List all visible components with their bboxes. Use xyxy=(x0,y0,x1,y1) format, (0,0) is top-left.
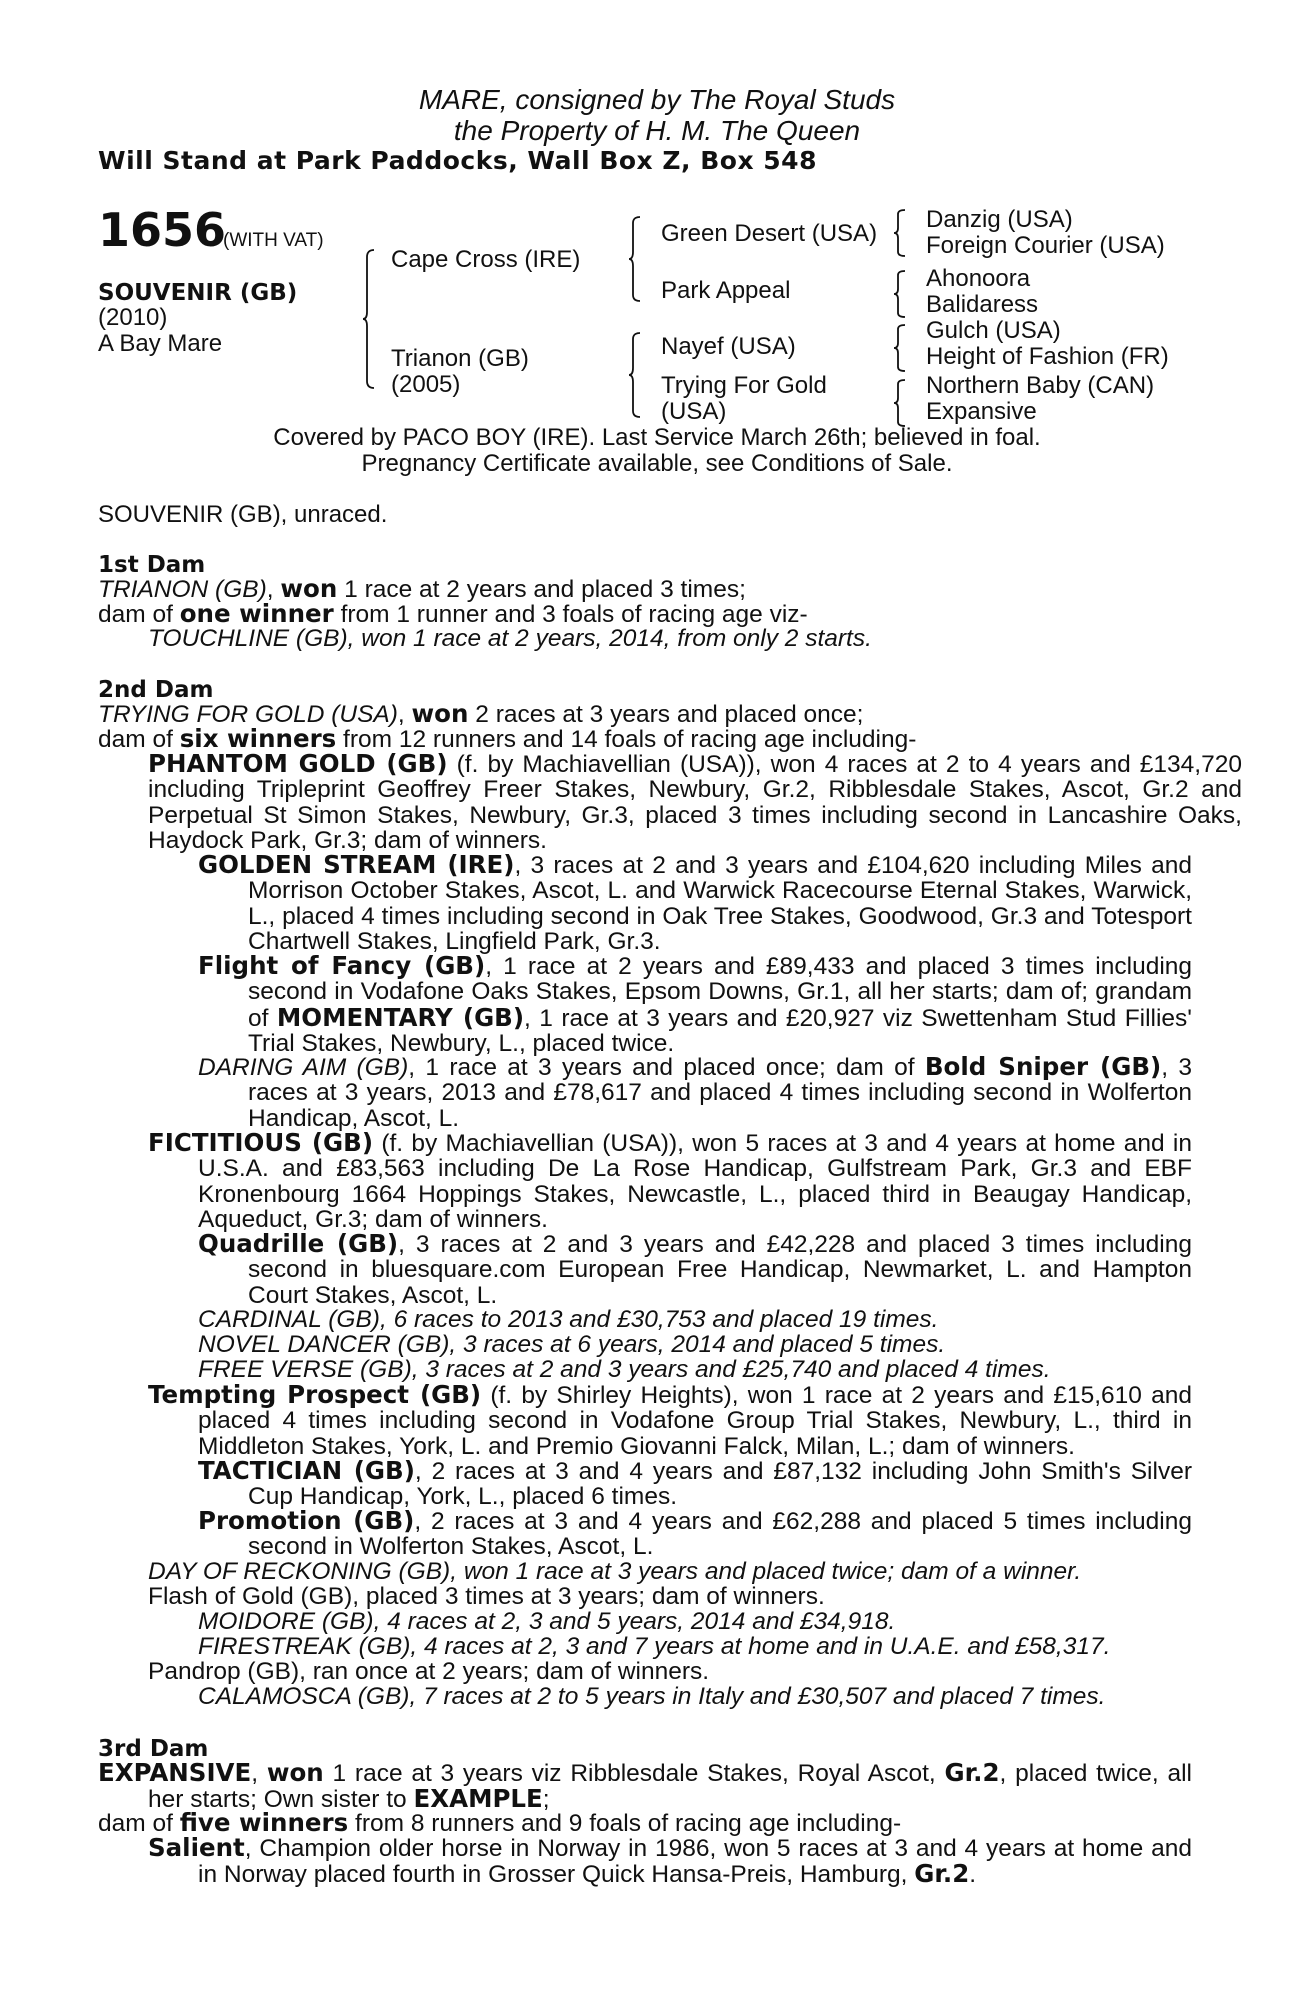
pedigree-brace-sd xyxy=(893,269,907,319)
progeny-flight-of-fancy: Flight of Fancy (GB), 1 race at 2 years and £89,433 and placed 3 times including second in Vodafone Oaks Stakes, Epsom Downs, Gr.1, all her starts; dam of; grandam of MOMENTARY (GB), 1 race at 3 years and £20,927 viz Swettenham Stud Fillies' Trial Stakes, Newbury, L., placed twice. xyxy=(198,951,1193,1057)
third-dam-record: EXPANSIVE, won 1 race at 3 years viz Ribblesdale Stakes, Royal Ascot, Gr.2, placed twice, all her starts; Own sister to EXAMPLE; xyxy=(98,1758,1192,1814)
progeny-moidore: MOIDORE (GB), 4 races at 2, 3 and 5 years, 2014 and £34,918. xyxy=(198,1608,896,1635)
progeny-pandrop: Pandrop (GB), ran once at 2 years; dam of winners. xyxy=(148,1658,710,1685)
pedigree-sss: Danzig (USA) xyxy=(926,206,1073,233)
progeny-phantom-gold: PHANTOM GOLD (GB) (f. by Machiavellian (USA)), won 4 races at 2 to 4 years and £134,720 including Tripleprint Geoffrey Freer Stakes, Newbury, Gr.2, Ribblesdale Stakes, Ascot, Gr.2 and Perpetual St Simon Stakes, Newbury, Gr.3, placed 3 times including second in Lancashire Oaks, Haydock Park, Gr.3; dam of winners. xyxy=(148,749,1242,854)
race-summary: SOUVENIR (GB), unraced. xyxy=(98,501,388,528)
consignor-line: MARE, consigned by The Royal Studs xyxy=(418,84,896,115)
pedigree-brace-ss xyxy=(893,208,907,258)
winners-count: six winners xyxy=(179,724,337,753)
covered-line: Covered by PACO BOY (IRE). Last Service March 26th; believed in foal. xyxy=(273,424,1041,451)
progeny-golden-stream: GOLDEN STREAM (IRE), 3 races at 2 and 3 years and £104,620 including Miles and Morrison October Stakes, Ascot, L. and Warwick Racecourse Eternal Stakes, Warwick, L., placed 4 times including second in Oak Tree Stakes, Goodwood, Gr.3 and Totesport Chartwell Stakes, Lingfield Park, Gr.3. xyxy=(198,850,1192,955)
pedigree-brace-ds xyxy=(893,323,907,373)
certificate-line: Pregnancy Certificate available, see Conditions of Sale. xyxy=(361,450,953,477)
horse-year: (2010) xyxy=(98,304,168,331)
location-line: Will Stand at Park Paddocks, Wall Box Z, Box 548 xyxy=(98,146,817,175)
pedigree-dam-sire: Nayef (USA) xyxy=(661,333,796,360)
owner-line: the Property of H. M. The Queen xyxy=(453,115,861,146)
pedigree-dds: Northern Baby (CAN) xyxy=(926,372,1155,399)
pedigree-ssd: Foreign Courier (USA) xyxy=(926,232,1165,259)
first-dam-heading: 1st Dam xyxy=(98,552,206,578)
progeny-free-verse: FREE VERSE (GB), 3 races at 2 and 3 years and £25,740 and placed 4 times. xyxy=(198,1356,1051,1383)
progeny-cardinal: CARDINAL (GB), 6 races to 2013 and £30,753 and placed 19 times. xyxy=(198,1306,939,1333)
progeny-fictitious: FICTITIOUS (GB) (f. by Machiavellian (USA)), won 5 races at 3 and 4 years at home and in U.S.A. and £83,563 including De La Rose Handicap, Gulfstream Park, Gr.3 and EBF Kronenbourg 1664 Hoppings Stakes, Newcastle, L., placed third in Beaugay Handicap, Aqueduct, Gr.3; dam of winners. xyxy=(148,1128,1192,1233)
pedigree-sire-sire: Green Desert (USA) xyxy=(661,220,878,247)
third-dam-name: EXPANSIVE xyxy=(98,1758,252,1787)
progeny-quadrille: Quadrille (GB), 3 races at 2 and 3 years and £42,228 and placed 3 times including second in bluesquare.com European Free Handicap, Newmarket, L. and Hampton Court Stakes, Ascot, L. xyxy=(198,1229,1192,1309)
progeny-firestreak: FIRESTREAK (GB), 4 races at 2, 3 and 7 years at home and in U.A.E. and £58,317. xyxy=(198,1633,1111,1660)
pedigree-sire-dam: Park Appeal xyxy=(661,277,791,304)
winners-count: one winner xyxy=(179,599,334,628)
pedigree-brace-dam xyxy=(628,331,642,419)
second-dam-name: TRYING FOR GOLD (USA) xyxy=(98,701,398,728)
pedigree-brace-sire xyxy=(628,215,642,303)
pedigree-dam-dam-origin: (USA) xyxy=(661,398,727,425)
progeny-novel-dancer: NOVEL DANCER (GB), 3 races at 6 years, 2014 and placed 5 times. xyxy=(198,1331,946,1358)
pedigree-sds: Ahonoora xyxy=(926,265,1031,292)
won-label: won xyxy=(411,699,469,728)
progeny-calamosca: CALAMOSCA (GB), 7 races at 2 to 5 years in Italy and £30,507 and placed 7 times. xyxy=(198,1683,1106,1710)
pedigree-dsd: Height of Fashion (FR) xyxy=(926,343,1169,370)
progeny-daring-aim: DARING AIM (GB), 1 race at 3 years and placed once; dam of Bold Sniper (GB), 3 races at 3 years, 2013 and £78,617 and placed 4 times including second in Wolferton Handicap, Ascot, L. xyxy=(198,1052,1192,1132)
first-dam-produce: dam of one winner from 1 runner and 3 foals of racing age viz- xyxy=(98,599,808,628)
third-dam-heading: 3rd Dam xyxy=(98,1736,209,1762)
horse-name: SOUVENIR (GB) xyxy=(98,280,298,306)
second-dam-record: TRYING FOR GOLD (USA), won 2 races at 3 years and placed once; xyxy=(98,699,864,728)
progeny-tactician: TACTICIAN (GB), 2 races at 3 and 4 years and £87,132 including John Smith's Silver Cup Handicap, York, L., placed 6 times. xyxy=(198,1456,1192,1511)
progeny-tempting-prospect: Tempting Prospect (GB) (f. by Shirley Heights), won 1 race at 2 years and £15,610 and placed 4 times including second in Vodafone Group Trial Stakes, Newbury, L., third in Middleton Stakes, York, L. and Premio Giovanni Falck, Milan, L.; dam of winners. xyxy=(148,1380,1192,1460)
first-dam-progeny-1: TOUCHLINE (GB), won 1 race at 2 years, 2014, from only 2 starts. xyxy=(148,625,872,652)
second-dam-produce: dam of six winners from 12 runners and 14 foals of racing age including- xyxy=(98,724,917,753)
pedigree-dam-dam: Trying For Gold xyxy=(661,372,827,399)
progeny-flash-of-gold: Flash of Gold (GB), placed 3 times at 3 years; dam of winners. xyxy=(148,1583,825,1610)
progeny-day-of-reckoning: DAY OF RECKONING (GB), won 1 race at 3 years and placed twice; dam of a winner. xyxy=(148,1558,1082,1585)
pedigree-sire: Cape Cross (IRE) xyxy=(391,246,581,273)
first-dam-record: TRIANON (GB), won 1 race at 2 years and placed 3 times; xyxy=(98,574,746,603)
winners-count: five winners xyxy=(179,1808,349,1837)
horse-description: A Bay Mare xyxy=(98,330,223,357)
pedigree-brace-main xyxy=(362,248,376,390)
vat-note: (WITH VAT) xyxy=(223,230,324,251)
pedigree-sdd: Balidaress xyxy=(926,291,1039,318)
first-dam-name: TRIANON (GB) xyxy=(98,576,267,603)
pedigree-dss: Gulch (USA) xyxy=(926,317,1061,344)
second-dam-heading: 2nd Dam xyxy=(98,677,214,703)
pedigree-brace-dd xyxy=(893,378,907,428)
pedigree-dam-year: (2005) xyxy=(391,371,461,398)
lot-number: 1656 xyxy=(98,203,227,257)
third-dam-produce: dam of five winners from 8 runners and 9 foals of racing age including- xyxy=(98,1808,902,1837)
pedigree-dam: Trianon (GB) xyxy=(391,345,529,372)
progeny-promotion: Promotion (GB), 2 races at 3 and 4 years and £62,288 and placed 5 times including second in Wolferton Stakes, Ascot, L. xyxy=(198,1506,1192,1561)
pedigree-ddd: Expansive xyxy=(926,398,1037,425)
won-label: won xyxy=(280,574,338,603)
progeny-salient: Salient, Champion older horse in Norway in 1986, won 5 races at 3 and 4 years at home and in Norway placed fourth in Grosser Quick Hansa-Preis, Hamburg, Gr.2. xyxy=(148,1833,1192,1889)
